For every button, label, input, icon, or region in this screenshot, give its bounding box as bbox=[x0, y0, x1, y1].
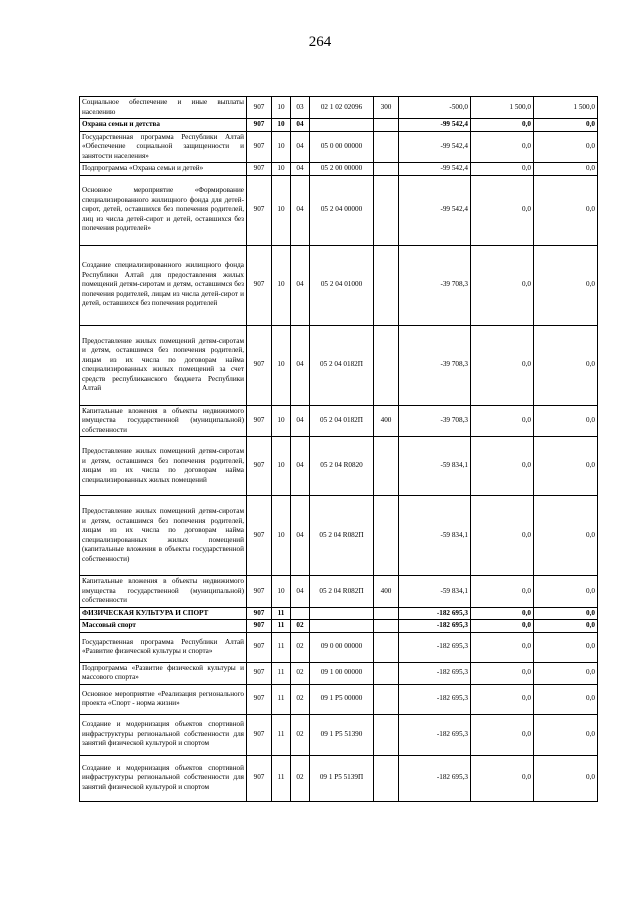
admin-code-cell: 907 bbox=[247, 662, 272, 684]
amount-year1-cell: -182 695,3 bbox=[399, 632, 471, 662]
expense-type-cell bbox=[374, 119, 399, 132]
expense-type-cell bbox=[374, 496, 399, 576]
expense-type-cell bbox=[374, 684, 399, 714]
section-code-cell: 10 bbox=[272, 245, 291, 325]
table-row bbox=[80, 620, 598, 633]
amount-year1-cell: -99 542,4 bbox=[399, 119, 471, 132]
amount-year1-cell: -182 695,3 bbox=[399, 714, 471, 755]
amount-year3-cell: 0,0 bbox=[534, 684, 598, 714]
target-article-cell: 05 2 00 00000 bbox=[310, 163, 374, 176]
subsection-code-cell: 04 bbox=[291, 576, 310, 608]
subsection-code-cell: 04 bbox=[291, 496, 310, 576]
amount-year2-cell: 0,0 bbox=[471, 755, 534, 801]
table-row bbox=[80, 325, 598, 405]
table-row bbox=[80, 662, 598, 684]
admin-code-cell: 907 bbox=[247, 175, 272, 245]
expense-type-cell bbox=[374, 325, 399, 405]
amount-year2-cell: 0,0 bbox=[471, 325, 534, 405]
admin-code-cell: 907 bbox=[247, 245, 272, 325]
section-code-cell: 11 bbox=[272, 662, 291, 684]
expense-type-cell bbox=[374, 163, 399, 176]
amount-year2-cell: 0,0 bbox=[471, 175, 534, 245]
target-article-cell: 09 1 P5 00000 bbox=[310, 684, 374, 714]
amount-year2-cell: 0,0 bbox=[471, 437, 534, 496]
row-name-cell: Создание и модернизация объектов спортивной инфраструктуры региональной собственности для занятий физической культурой и спортом bbox=[80, 755, 247, 801]
table-row bbox=[80, 496, 598, 576]
subsection-code-cell: 04 bbox=[291, 175, 310, 245]
table-row bbox=[80, 576, 598, 608]
amount-year3-cell: 0,0 bbox=[534, 714, 598, 755]
amount-year2-cell: 0,0 bbox=[471, 632, 534, 662]
amount-year2-cell: 0,0 bbox=[471, 496, 534, 576]
amount-year3-cell: 0,0 bbox=[534, 163, 598, 176]
amount-year2-cell: 0,0 bbox=[471, 620, 534, 633]
table-row bbox=[80, 684, 598, 714]
target-article-cell: 05 2 04 0182П bbox=[310, 325, 374, 405]
section-code-cell: 10 bbox=[272, 97, 291, 119]
row-name-cell: Основное мероприятие «Формирование специализированного жилищного фонда для детей-сирот, детей, оставшихся без попечения родителей, лиц из числа детей-сирот и детей, оставшихся без попечения родителей» bbox=[80, 175, 247, 245]
amount-year3-cell: 0,0 bbox=[534, 119, 598, 132]
subsection-code-cell: 04 bbox=[291, 325, 310, 405]
expense-type-cell bbox=[374, 662, 399, 684]
section-code-cell: 10 bbox=[272, 405, 291, 437]
amount-year1-cell: -99 542,4 bbox=[399, 163, 471, 176]
row-name-cell: Государственная программа Республики Алтай «Обеспечение социальной защищенности и занятости населения» bbox=[80, 131, 247, 163]
expense-type-cell bbox=[374, 245, 399, 325]
target-article-cell: 05 2 04 00000 bbox=[310, 175, 374, 245]
amount-year3-cell: 0,0 bbox=[534, 131, 598, 163]
expense-type-cell bbox=[374, 632, 399, 662]
amount-year2-cell: 0,0 bbox=[471, 662, 534, 684]
subsection-code-cell: 04 bbox=[291, 245, 310, 325]
amount-year3-cell: 0,0 bbox=[534, 325, 598, 405]
amount-year1-cell: -182 695,3 bbox=[399, 662, 471, 684]
amount-year3-cell: 0,0 bbox=[534, 620, 598, 633]
amount-year3-cell: 0,0 bbox=[534, 755, 598, 801]
admin-code-cell: 907 bbox=[247, 325, 272, 405]
section-code-cell: 10 bbox=[272, 576, 291, 608]
row-name-cell: Создание специализированного жилищного фонда Республики Алтай для предоставления жилых помещений детям-сиротам и детям, оставшимся без попечения родителей, лицам из числа детей-сирот и детей, оставшихся без попечения родителей bbox=[80, 245, 247, 325]
expense-type-cell: 400 bbox=[374, 576, 399, 608]
table-row bbox=[80, 405, 598, 437]
section-code-cell: 10 bbox=[272, 119, 291, 132]
section-code-cell: 11 bbox=[272, 607, 291, 620]
subsection-code-cell: 04 bbox=[291, 131, 310, 163]
target-article-cell: 05 2 04 R0820 bbox=[310, 437, 374, 496]
target-article-cell bbox=[310, 607, 374, 620]
target-article-cell: 05 2 04 R082П bbox=[310, 576, 374, 608]
amount-year2-cell: 0,0 bbox=[471, 163, 534, 176]
table-row bbox=[80, 755, 598, 801]
amount-year1-cell: -182 695,3 bbox=[399, 607, 471, 620]
amount-year3-cell: 0,0 bbox=[534, 662, 598, 684]
subsection-code-cell: 04 bbox=[291, 405, 310, 437]
section-code-cell: 11 bbox=[272, 684, 291, 714]
admin-code-cell: 907 bbox=[247, 119, 272, 132]
table-row bbox=[80, 245, 598, 325]
admin-code-cell: 907 bbox=[247, 437, 272, 496]
amount-year1-cell: -99 542,4 bbox=[399, 131, 471, 163]
table-row bbox=[80, 175, 598, 245]
amount-year3-cell: 0,0 bbox=[534, 245, 598, 325]
table-row bbox=[80, 97, 598, 119]
expense-type-cell bbox=[374, 755, 399, 801]
admin-code-cell: 907 bbox=[247, 632, 272, 662]
subsection-code-cell: 04 bbox=[291, 163, 310, 176]
target-article-cell: 09 1 P5 51390 bbox=[310, 714, 374, 755]
admin-code-cell: 907 bbox=[247, 131, 272, 163]
admin-code-cell: 907 bbox=[247, 405, 272, 437]
row-name-cell: Капитальные вложения в объекты недвижимого имущества государственной (муниципальной) собственности bbox=[80, 576, 247, 608]
table-row bbox=[80, 632, 598, 662]
section-code-cell: 11 bbox=[272, 755, 291, 801]
amount-year2-cell: 0,0 bbox=[471, 684, 534, 714]
admin-code-cell: 907 bbox=[247, 496, 272, 576]
table-row bbox=[80, 163, 598, 176]
section-code-cell: 10 bbox=[272, 175, 291, 245]
budget-table bbox=[79, 96, 598, 802]
subsection-code-cell: 02 bbox=[291, 714, 310, 755]
expense-type-cell bbox=[374, 607, 399, 620]
amount-year3-cell: 0,0 bbox=[534, 496, 598, 576]
subsection-code-cell: 03 bbox=[291, 97, 310, 119]
subsection-code-cell: 04 bbox=[291, 119, 310, 132]
target-article-cell bbox=[310, 620, 374, 633]
section-code-cell: 11 bbox=[272, 714, 291, 755]
row-name-cell: Подпрограмма «Охрана семьи и детей» bbox=[80, 163, 247, 176]
row-name-cell: Создание и модернизация объектов спортивной инфраструктуры региональной собственности для занятий физической культурой и спортом bbox=[80, 714, 247, 755]
admin-code-cell: 907 bbox=[247, 607, 272, 620]
amount-year2-cell: 0,0 bbox=[471, 131, 534, 163]
row-name-cell: Предоставление жилых помещений детям-сиротам и детям, оставшимся без попечения родителей, лицам из их числа по договорам найма специализированных жилых помещений (капитальные вложения в объекты государственной собственности) bbox=[80, 496, 247, 576]
amount-year1-cell: -59 834,1 bbox=[399, 437, 471, 496]
target-article-cell: 05 2 04 R082П bbox=[310, 496, 374, 576]
amount-year1-cell: -39 708,3 bbox=[399, 245, 471, 325]
amount-year3-cell: 0,0 bbox=[534, 405, 598, 437]
admin-code-cell: 907 bbox=[247, 620, 272, 633]
row-name-cell: Капитальные вложения в объекты недвижимого имущества государственной (муниципальной) собственности bbox=[80, 405, 247, 437]
subsection-code-cell bbox=[291, 607, 310, 620]
amount-year1-cell: -99 542,4 bbox=[399, 175, 471, 245]
row-name-cell: Охрана семьи и детства bbox=[80, 119, 247, 132]
amount-year2-cell: 0,0 bbox=[471, 576, 534, 608]
amount-year3-cell: 0,0 bbox=[534, 632, 598, 662]
amount-year1-cell: -182 695,3 bbox=[399, 755, 471, 801]
page-number: 264 bbox=[308, 34, 332, 50]
target-article-cell: 09 1 00 00000 bbox=[310, 662, 374, 684]
table-row bbox=[80, 437, 598, 496]
subsection-code-cell: 02 bbox=[291, 755, 310, 801]
amount-year3-cell: 0,0 bbox=[534, 437, 598, 496]
admin-code-cell: 907 bbox=[247, 684, 272, 714]
target-article-cell: 09 1 P5 5139П bbox=[310, 755, 374, 801]
subsection-code-cell: 02 bbox=[291, 684, 310, 714]
admin-code-cell: 907 bbox=[247, 714, 272, 755]
amount-year1-cell: -59 834,1 bbox=[399, 576, 471, 608]
row-name-cell: Основное мероприятие «Реализация регионального проекта «Спорт - норма жизни» bbox=[80, 684, 247, 714]
amount-year2-cell: 0,0 bbox=[471, 714, 534, 755]
row-name-cell: Подпрограмма «Развитие физической культуры и массового спорта» bbox=[80, 662, 247, 684]
amount-year2-cell: 0,0 bbox=[471, 245, 534, 325]
expense-type-cell bbox=[374, 714, 399, 755]
target-article-cell: 02 1 02 02096 bbox=[310, 97, 374, 119]
expense-type-cell: 400 bbox=[374, 405, 399, 437]
expense-type-cell bbox=[374, 437, 399, 496]
section-code-cell: 11 bbox=[272, 620, 291, 633]
amount-year2-cell: 1 500,0 bbox=[471, 97, 534, 119]
section-code-cell: 10 bbox=[272, 131, 291, 163]
section-code-cell: 10 bbox=[272, 325, 291, 405]
target-article-cell bbox=[310, 119, 374, 132]
subsection-code-cell: 04 bbox=[291, 437, 310, 496]
row-name-cell: Массовый спорт bbox=[80, 620, 247, 633]
expense-type-cell: 300 bbox=[374, 97, 399, 119]
amount-year1-cell: -59 834,1 bbox=[399, 496, 471, 576]
amount-year2-cell: 0,0 bbox=[471, 119, 534, 132]
amount-year3-cell: 1 500,0 bbox=[534, 97, 598, 119]
amount-year1-cell: -39 708,3 bbox=[399, 405, 471, 437]
table-row bbox=[80, 119, 598, 132]
amount-year3-cell: 0,0 bbox=[534, 607, 598, 620]
amount-year1-cell: -182 695,3 bbox=[399, 684, 471, 714]
admin-code-cell: 907 bbox=[247, 755, 272, 801]
expense-type-cell bbox=[374, 175, 399, 245]
amount-year2-cell: 0,0 bbox=[471, 405, 534, 437]
target-article-cell: 05 2 04 01000 bbox=[310, 245, 374, 325]
amount-year1-cell: -500,0 bbox=[399, 97, 471, 119]
section-code-cell: 11 bbox=[272, 632, 291, 662]
subsection-code-cell: 02 bbox=[291, 662, 310, 684]
admin-code-cell: 907 bbox=[247, 163, 272, 176]
row-name-cell: Государственная программа Республики Алтай «Развитие физической культуры и спорта» bbox=[80, 632, 247, 662]
target-article-cell: 09 0 00 00000 bbox=[310, 632, 374, 662]
amount-year1-cell: -182 695,3 bbox=[399, 620, 471, 633]
table-row bbox=[80, 714, 598, 755]
admin-code-cell: 907 bbox=[247, 576, 272, 608]
amount-year3-cell: 0,0 bbox=[534, 576, 598, 608]
admin-code-cell: 907 bbox=[247, 97, 272, 119]
row-name-cell: ФИЗИЧЕСКАЯ КУЛЬТУРА И СПОРТ bbox=[80, 607, 247, 620]
section-code-cell: 10 bbox=[272, 496, 291, 576]
subsection-code-cell: 02 bbox=[291, 632, 310, 662]
expense-type-cell bbox=[374, 131, 399, 163]
row-name-cell: Социальное обеспечение и иные выплаты населению bbox=[80, 97, 247, 119]
section-code-cell: 10 bbox=[272, 437, 291, 496]
amount-year1-cell: -39 708,3 bbox=[399, 325, 471, 405]
table-row bbox=[80, 131, 598, 163]
target-article-cell: 05 2 04 0182П bbox=[310, 405, 374, 437]
expense-type-cell bbox=[374, 620, 399, 633]
row-name-cell: Предоставление жилых помещений детям-сиротам и детям, оставшимся без попечения родителей, лицам из их числа по договорам найма специализированных жилых помещений bbox=[80, 437, 247, 496]
amount-year3-cell: 0,0 bbox=[534, 175, 598, 245]
amount-year2-cell: 0,0 bbox=[471, 607, 534, 620]
target-article-cell: 05 0 00 00000 bbox=[310, 131, 374, 163]
table-row bbox=[80, 607, 598, 620]
section-code-cell: 10 bbox=[272, 163, 291, 176]
subsection-code-cell: 02 bbox=[291, 620, 310, 633]
row-name-cell: Предоставление жилых помещений детям-сиротам и детям, оставшимся без попечения родителей, лицам из их числа по договорам найма специализированных жилых помещений за счет средств республиканского бюджета Республики Алтай bbox=[80, 325, 247, 405]
